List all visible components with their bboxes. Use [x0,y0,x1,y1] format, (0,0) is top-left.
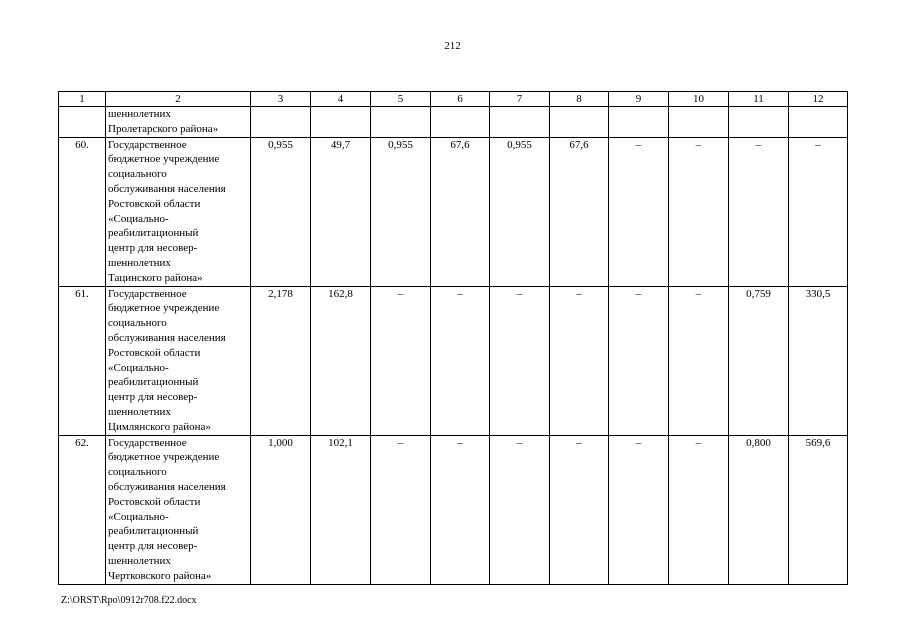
value-cell [311,107,371,138]
header-cell: 2 [106,92,251,107]
table-row [59,137,848,286]
value-cell: – [609,137,669,286]
value-cell: – [490,286,550,435]
header-cell: 12 [789,92,848,107]
value-cell: – [431,286,490,435]
value-cell: 162,8 [311,286,371,435]
value-cell [789,107,848,138]
value-cell: – [490,435,550,584]
header-cell: 1 [59,92,106,107]
value-cell [431,107,490,138]
value-cell: – [371,286,431,435]
value-cell: – [729,137,789,286]
value-cell: – [609,286,669,435]
value-cell: 0,955 [251,137,311,286]
header-cell: 3 [251,92,311,107]
data-table [58,91,848,585]
value-cell: 1,000 [251,435,311,584]
header-cell: 11 [729,92,789,107]
header-cell: 5 [371,92,431,107]
value-cell: – [789,137,848,286]
value-cell: 0,955 [490,137,550,286]
institution-name-cell: шеннолетних Пролетарского района» [106,107,251,138]
value-cell: – [550,286,609,435]
header-cell: 9 [609,92,669,107]
value-cell [251,107,311,138]
footer-file-path: Z:\ORST\Rpo\0912r708.f22.docx [61,595,197,606]
value-cell [490,107,550,138]
table-row [59,435,848,584]
value-cell: 49,7 [311,137,371,286]
table-row [59,107,848,138]
value-cell [609,107,669,138]
value-cell: 0,759 [729,286,789,435]
value-cell [729,107,789,138]
row-number-cell: 60. [59,137,106,286]
value-cell: 330,5 [789,286,848,435]
value-cell: 569,6 [789,435,848,584]
value-cell [550,107,609,138]
institution-name-cell: Государственное бюджетное учреждение социального обслуживания населения Ростовской области «Социально- реабилитационный центр для несовер- шеннолетних Чертковского района» [106,435,251,584]
value-cell: – [669,286,729,435]
page-number: 212 [444,40,461,52]
value-cell: 67,6 [550,137,609,286]
value-cell: 102,1 [311,435,371,584]
value-cell: 2,178 [251,286,311,435]
value-cell [669,107,729,138]
institution-name-cell: Государственное бюджетное учреждение социального обслуживания населения Ростовской области «Социально- реабилитационный центр для несовер- шеннолетних Цимлянского района» [106,286,251,435]
header-cell: 7 [490,92,550,107]
header-cell: 10 [669,92,729,107]
institution-name-cell: Государственное бюджетное учреждение социального обслуживания населения Ростовской области «Социально- реабилитационный центр для несовер- шеннолетних Тацинского района» [106,137,251,286]
row-number-cell [59,107,106,138]
value-cell: – [669,435,729,584]
value-cell: – [669,137,729,286]
value-cell: – [431,435,490,584]
value-cell: 0,955 [371,137,431,286]
header-cell: 8 [550,92,609,107]
value-cell: 67,6 [431,137,490,286]
header-cell: 4 [311,92,371,107]
header-cell: 6 [431,92,490,107]
value-cell: – [609,435,669,584]
table-header-row [59,92,848,107]
value-cell: – [550,435,609,584]
row-number-cell: 62. [59,435,106,584]
value-cell [371,107,431,138]
value-cell: 0,800 [729,435,789,584]
value-cell: – [371,435,431,584]
row-number-cell: 61. [59,286,106,435]
table-row [59,286,848,435]
